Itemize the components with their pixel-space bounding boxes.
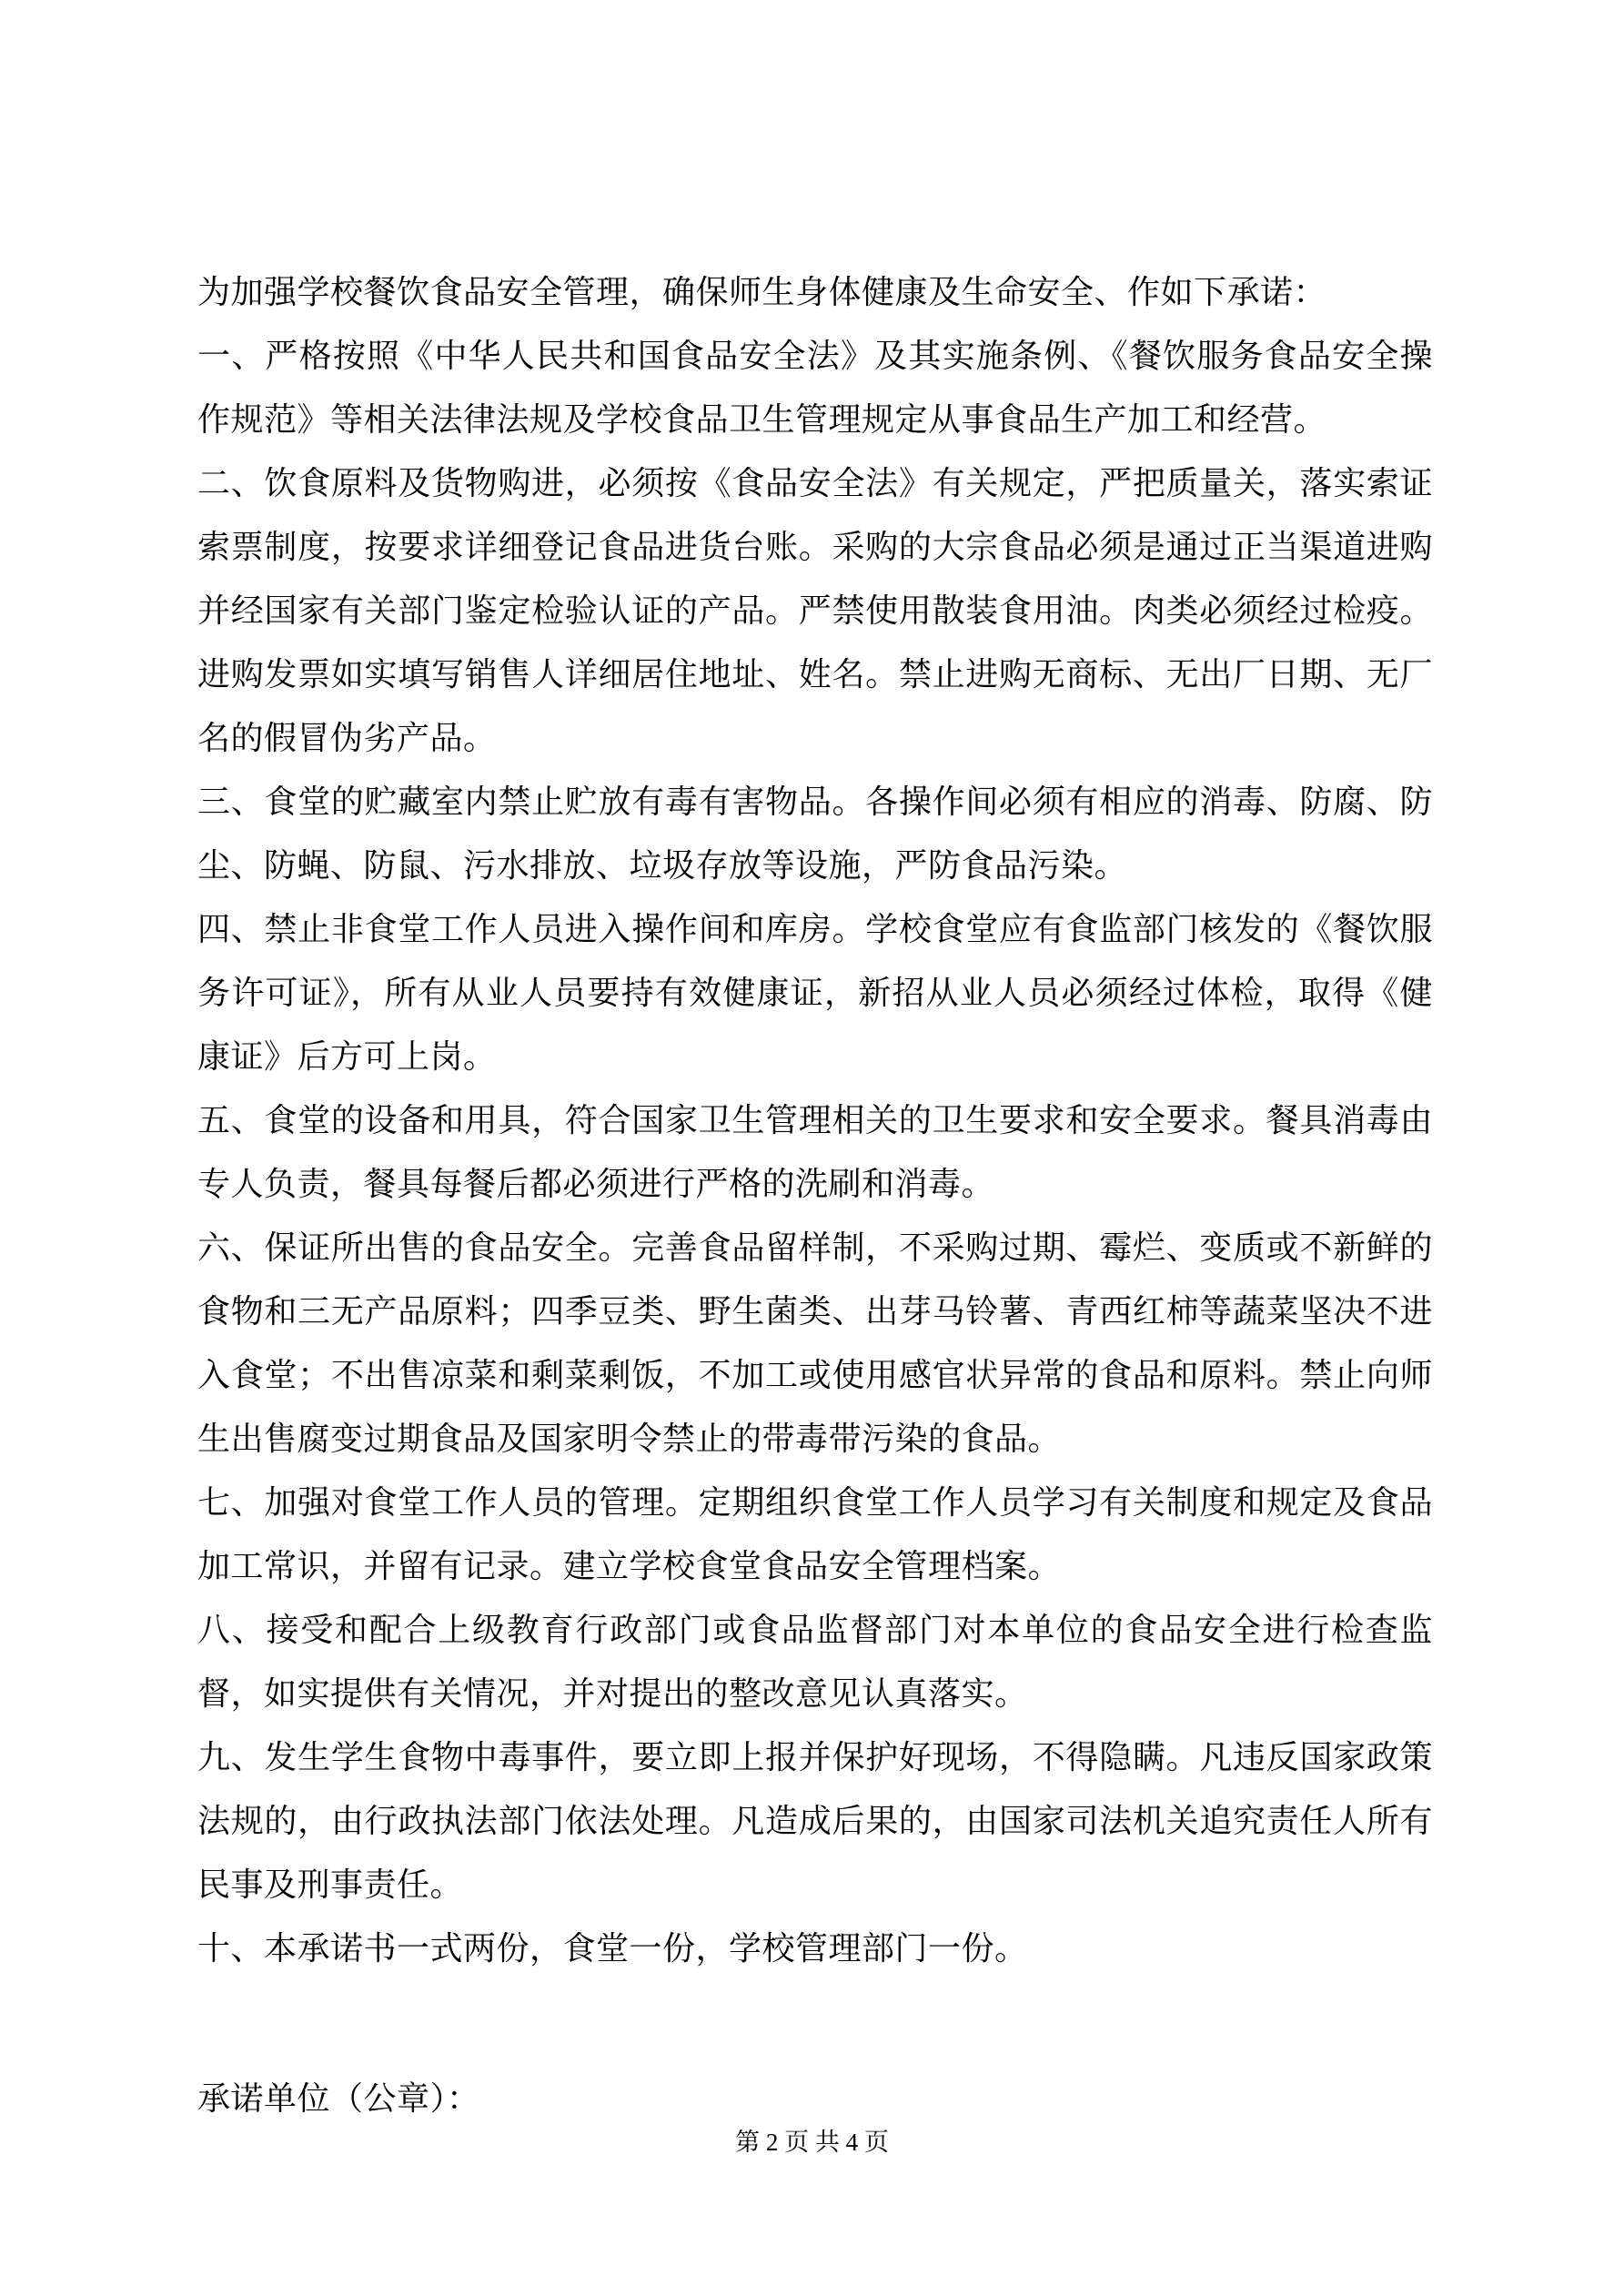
signature-line: 承诺单位（公章）： [197, 2080, 480, 2117]
paragraph-item-5: 五、食堂的设备和用具，符合国家卫生管理相关的卫生要求和安全要求。餐具消毒由专人负责，餐具每餐后都必须进行严格的洗刷和消毒。 [197, 1102, 1433, 1202]
paragraph-item-3: 三、食堂的贮藏室内禁止贮放有毒有害物品。各操作间必须有相应的消毒、防腐、防尘、防蝇、防鼠、污水排放、垃圾存放等设施，严防食品污染。 [197, 784, 1433, 884]
paragraph-item-10: 十、本承诺书一式两份，食堂一份，学校管理部门一份。 [197, 1930, 1028, 1967]
paragraph-intro: 为加强学校餐饮食品安全管理，确保师生身体健康及生命安全、作如下承诺： [197, 274, 1327, 310]
page-number-footer: 第 2 页 共 4 页 [735, 2129, 889, 2156]
paragraph-item-4: 四、禁止非食堂工作人员进入操作间和库房。学校食堂应有食监部门核发的《餐饮服务许可证》，所有从业人员要持有效健康证，新招从业人员必须经过体检，取得《健康证》后方可上岗。 [197, 911, 1433, 1075]
document-body [197, 260, 1433, 2130]
paragraph-item-8: 八、接受和配合上级教育行政部门或食品监督部门对本单位的食品安全进行检查监督，如实提供有关情况，并对提出的整改意见认真落实。 [197, 1612, 1433, 1712]
paragraph-item-7: 七、加强对食堂工作人员的管理。定期组织食堂工作人员学习有关制度和规定及食品加工常识，并留有记录。建立学校食堂食品安全管理档案。 [197, 1484, 1433, 1584]
paragraph-item-1: 一、严格按照《中华人民共和国食品安全法》及其实施条例、《餐饮服务食品安全操作规范》等相关法律法规及学校食品卫生管理规定从事食品生产加工和经营。 [197, 338, 1433, 438]
paragraph-item-9: 九、发生学生食物中毒事件，要立即上报并保护好现场，不得隐瞒。凡违反国家政策法规的，由行政执法部门依法处理。凡造成后果的，由国家司法机关追究责任人所有民事及刑事责任。 [197, 1739, 1433, 1903]
paragraph-item-6: 六、保证所出售的食品安全。完善食品留样制，不采购过期、霉烂、变质或不新鲜的食物和三无产品原料；四季豆类、野生菌类、出芽马铃薯、青西红柿等蔬菜坚决不进入食堂；不出售凉菜和剩菜剩饭，不加工或使用感官状异常的食品和原料。禁止向师生出售腐变过期食品及国家明令禁止的带毒带污染的食品。 [197, 1229, 1433, 1457]
paragraph-item-2: 二、饮食原料及货物购进，必须按《食品安全法》有关规定，严把质量关，落实索证索票制度，按要求详细登记食品进货台账。采购的大宗食品必须是通过正当渠道进购并经国家有关部门鉴定检验认证的产品。严禁使用散装食用油。肉类必须经过检疫。进购发票如实填写销售人详细居住地址、姓名。禁止进购无商标、无出厂日期、无厂名的假冒伪劣产品。 [197, 465, 1433, 756]
